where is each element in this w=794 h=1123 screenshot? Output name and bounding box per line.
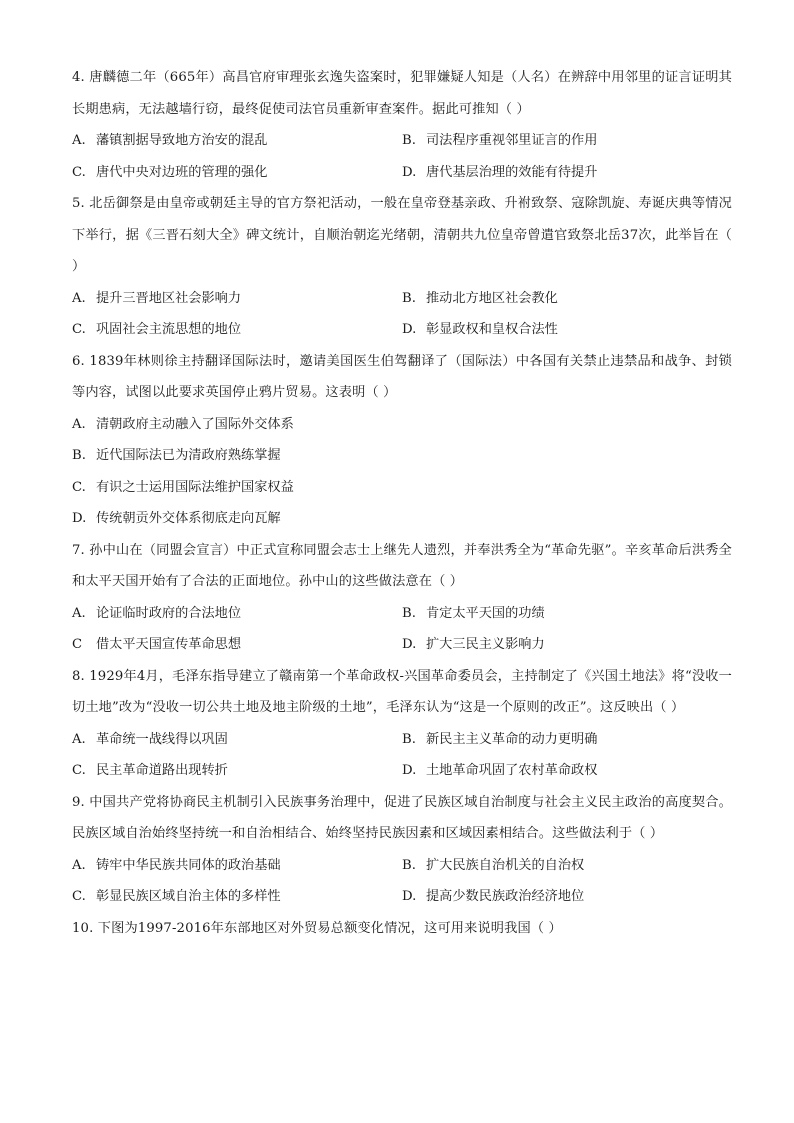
question-stem: 8. 1929年4月，毛泽东指导建立了赣南第一个革命政权-兴国革命委员会，主持制定了《兴国土地法》将“没收一切土地”改为“没收一切公共土地及地主阶级的土地”，毛泽东认为“这是一个原则的改正”。这反映出（ ） [72, 668, 732, 715]
question-stem: 7. 孙中山在（同盟会宣言）中正式宣称同盟会志士上继先人遗烈，并奉洪秀全为“革命先驱”。辛亥革命后洪秀全和太平天国开始有了合法的正面地位。孙中山的这些做法意在（ ） [72, 542, 732, 589]
question-8 [72, 661, 732, 787]
option-letter: C. [72, 322, 86, 337]
option-text: 传统朝贡外交体系彻底走向瓦解 [96, 511, 281, 526]
option-letter: D. [402, 322, 417, 337]
answer-option[interactable] [402, 755, 732, 787]
answer-option[interactable] [72, 283, 402, 315]
answer-option[interactable] [72, 629, 402, 661]
answer-option[interactable] [402, 125, 732, 157]
answer-option[interactable] [72, 409, 732, 441]
option-text: 论证临时政府的合法地位 [96, 605, 242, 621]
option-text: 唐代基层治理的效能有待提升 [426, 164, 598, 180]
option-letter: C. [72, 763, 86, 778]
option-letter: B. [402, 605, 416, 621]
question-10 [72, 913, 732, 945]
answer-option[interactable] [402, 283, 732, 315]
answer-option[interactable] [72, 881, 402, 913]
question-stem: 4. 唐麟德二年（665年）高昌官府审理张玄逸失盗案时，犯罪嫌疑人知是（人名）在辨辞中用邻里的证言证明其长期患病，无法越墙行窃，最终促使司法官员重新审查案件。据此可推知（ ） [72, 70, 732, 117]
option-text: 近代国际法已为清政府熟练掌握 [96, 448, 281, 463]
option-text: 铸牢中华民族共同体的政治基础 [96, 857, 281, 873]
option-letter: D. [402, 637, 417, 652]
option-letter: B. [402, 857, 416, 873]
option-letter: B. [402, 290, 416, 306]
answer-option[interactable] [72, 755, 402, 787]
question-9 [72, 787, 732, 913]
answer-option[interactable] [72, 850, 402, 882]
option-text: 清朝政府主动融入了国际外交体系 [96, 416, 294, 432]
question-4 [72, 62, 732, 188]
question-6 [72, 346, 732, 535]
option-letter: A. [72, 416, 86, 432]
answer-option[interactable] [402, 598, 732, 630]
answer-option[interactable] [72, 598, 402, 630]
option-letter: A. [72, 731, 86, 747]
answer-option[interactable] [402, 314, 732, 346]
option-letter: C. [72, 164, 86, 180]
answer-option[interactable] [72, 724, 402, 756]
option-text: 扩大三民主义影响力 [426, 637, 545, 652]
option-letter: D. [402, 763, 417, 778]
answer-options [72, 125, 732, 188]
question-stem: 10. 下图为1997-2016年东部地区对外贸易总额变化情况，这可用来说明我国（ ） [72, 920, 562, 936]
answer-option[interactable] [402, 629, 732, 661]
answer-option[interactable] [72, 314, 402, 346]
question-5 [72, 188, 732, 346]
option-text: 革命统一战线得以巩固 [96, 731, 228, 747]
exam-page [72, 62, 732, 944]
answer-option[interactable] [72, 503, 732, 535]
option-letter: C [72, 637, 83, 652]
option-letter: C. [72, 479, 86, 495]
option-text: 扩大民族自治机关的自治权 [426, 857, 585, 873]
answer-option[interactable] [72, 440, 732, 472]
option-letter: B. [402, 133, 416, 148]
option-letter: D. [402, 889, 417, 904]
option-letter: C. [72, 889, 86, 904]
answer-options [72, 850, 732, 913]
answer-options [72, 283, 732, 346]
option-text: 藩镇割据导致地方治安的混乱 [96, 133, 268, 148]
option-letter: A. [72, 857, 86, 873]
option-text: 彰显民族区域自治主体的多样性 [96, 889, 281, 904]
answer-option[interactable] [72, 157, 402, 189]
answer-options [72, 409, 732, 535]
option-letter: D. [72, 511, 87, 526]
option-letter: A. [72, 290, 86, 306]
answer-option[interactable] [402, 157, 732, 189]
option-text: 借太平天国宣传革命思想 [96, 637, 242, 652]
option-letter: A. [72, 133, 86, 148]
option-text: 巩固社会主流思想的地位 [96, 322, 242, 337]
option-text: 肯定太平天国的功绩 [426, 605, 545, 621]
option-text: 有识之士运用国际法维护国家权益 [96, 479, 294, 495]
option-text: 唐代中央对边班的管理的强化 [96, 164, 268, 180]
option-text: 彰显政权和皇权合法性 [426, 322, 558, 337]
option-text: 民主革命道路出现转折 [96, 763, 228, 778]
answer-option[interactable] [402, 850, 732, 882]
answer-options [72, 724, 732, 787]
option-text: 司法程序重视邻里证言的作用 [426, 133, 598, 148]
option-text: 提高少数民族政治经济地位 [426, 889, 585, 904]
question-stem: 6. 1839年林则徐主持翻译国际法时，邀请美国医生伯驾翻译了（国际法）中各国有关禁止违禁品和战争、封锁等内容，试图以此要求英国停止鸦片贸易。这表明（ ） [72, 353, 732, 400]
question-7 [72, 535, 732, 661]
answer-options [72, 598, 732, 661]
answer-option[interactable] [72, 125, 402, 157]
option-letter: B. [402, 731, 416, 747]
option-text: 新民主主义革命的动力更明确 [426, 731, 598, 747]
question-stem: 5. 北岳御祭是由皇帝或朝廷主导的官方祭祀活动，一般在皇帝登基亲政、升祔致祭、寇除凯旋、寿诞庆典等情况下举行，据《三晋石刻大全》碑文统计，自顺治朝迄光绪朝，清朝共九位皇帝曾遣官致祭北岳37次，此举旨在（ ） [72, 196, 732, 274]
answer-option[interactable] [402, 881, 732, 913]
option-letter: B. [72, 448, 86, 463]
answer-option[interactable] [402, 724, 732, 756]
option-text: 土地革命巩固了农村革命政权 [426, 763, 598, 778]
option-text: 推动北方地区社会教化 [426, 290, 558, 306]
answer-option[interactable] [72, 472, 732, 504]
option-letter: D. [402, 164, 417, 180]
option-text: 提升三晋地区社会影响力 [96, 290, 242, 306]
question-stem: 9. 中国共产党将协商民主机制引入民族事务治理中，促进了民族区域自治制度与社会主义民主政治的高度契合。民族区域自治始终坚持统一和自治相结合、始终坚持民族因素和区域因素相结合。这些做法利于（ ） [72, 794, 732, 841]
option-letter: A. [72, 605, 86, 621]
